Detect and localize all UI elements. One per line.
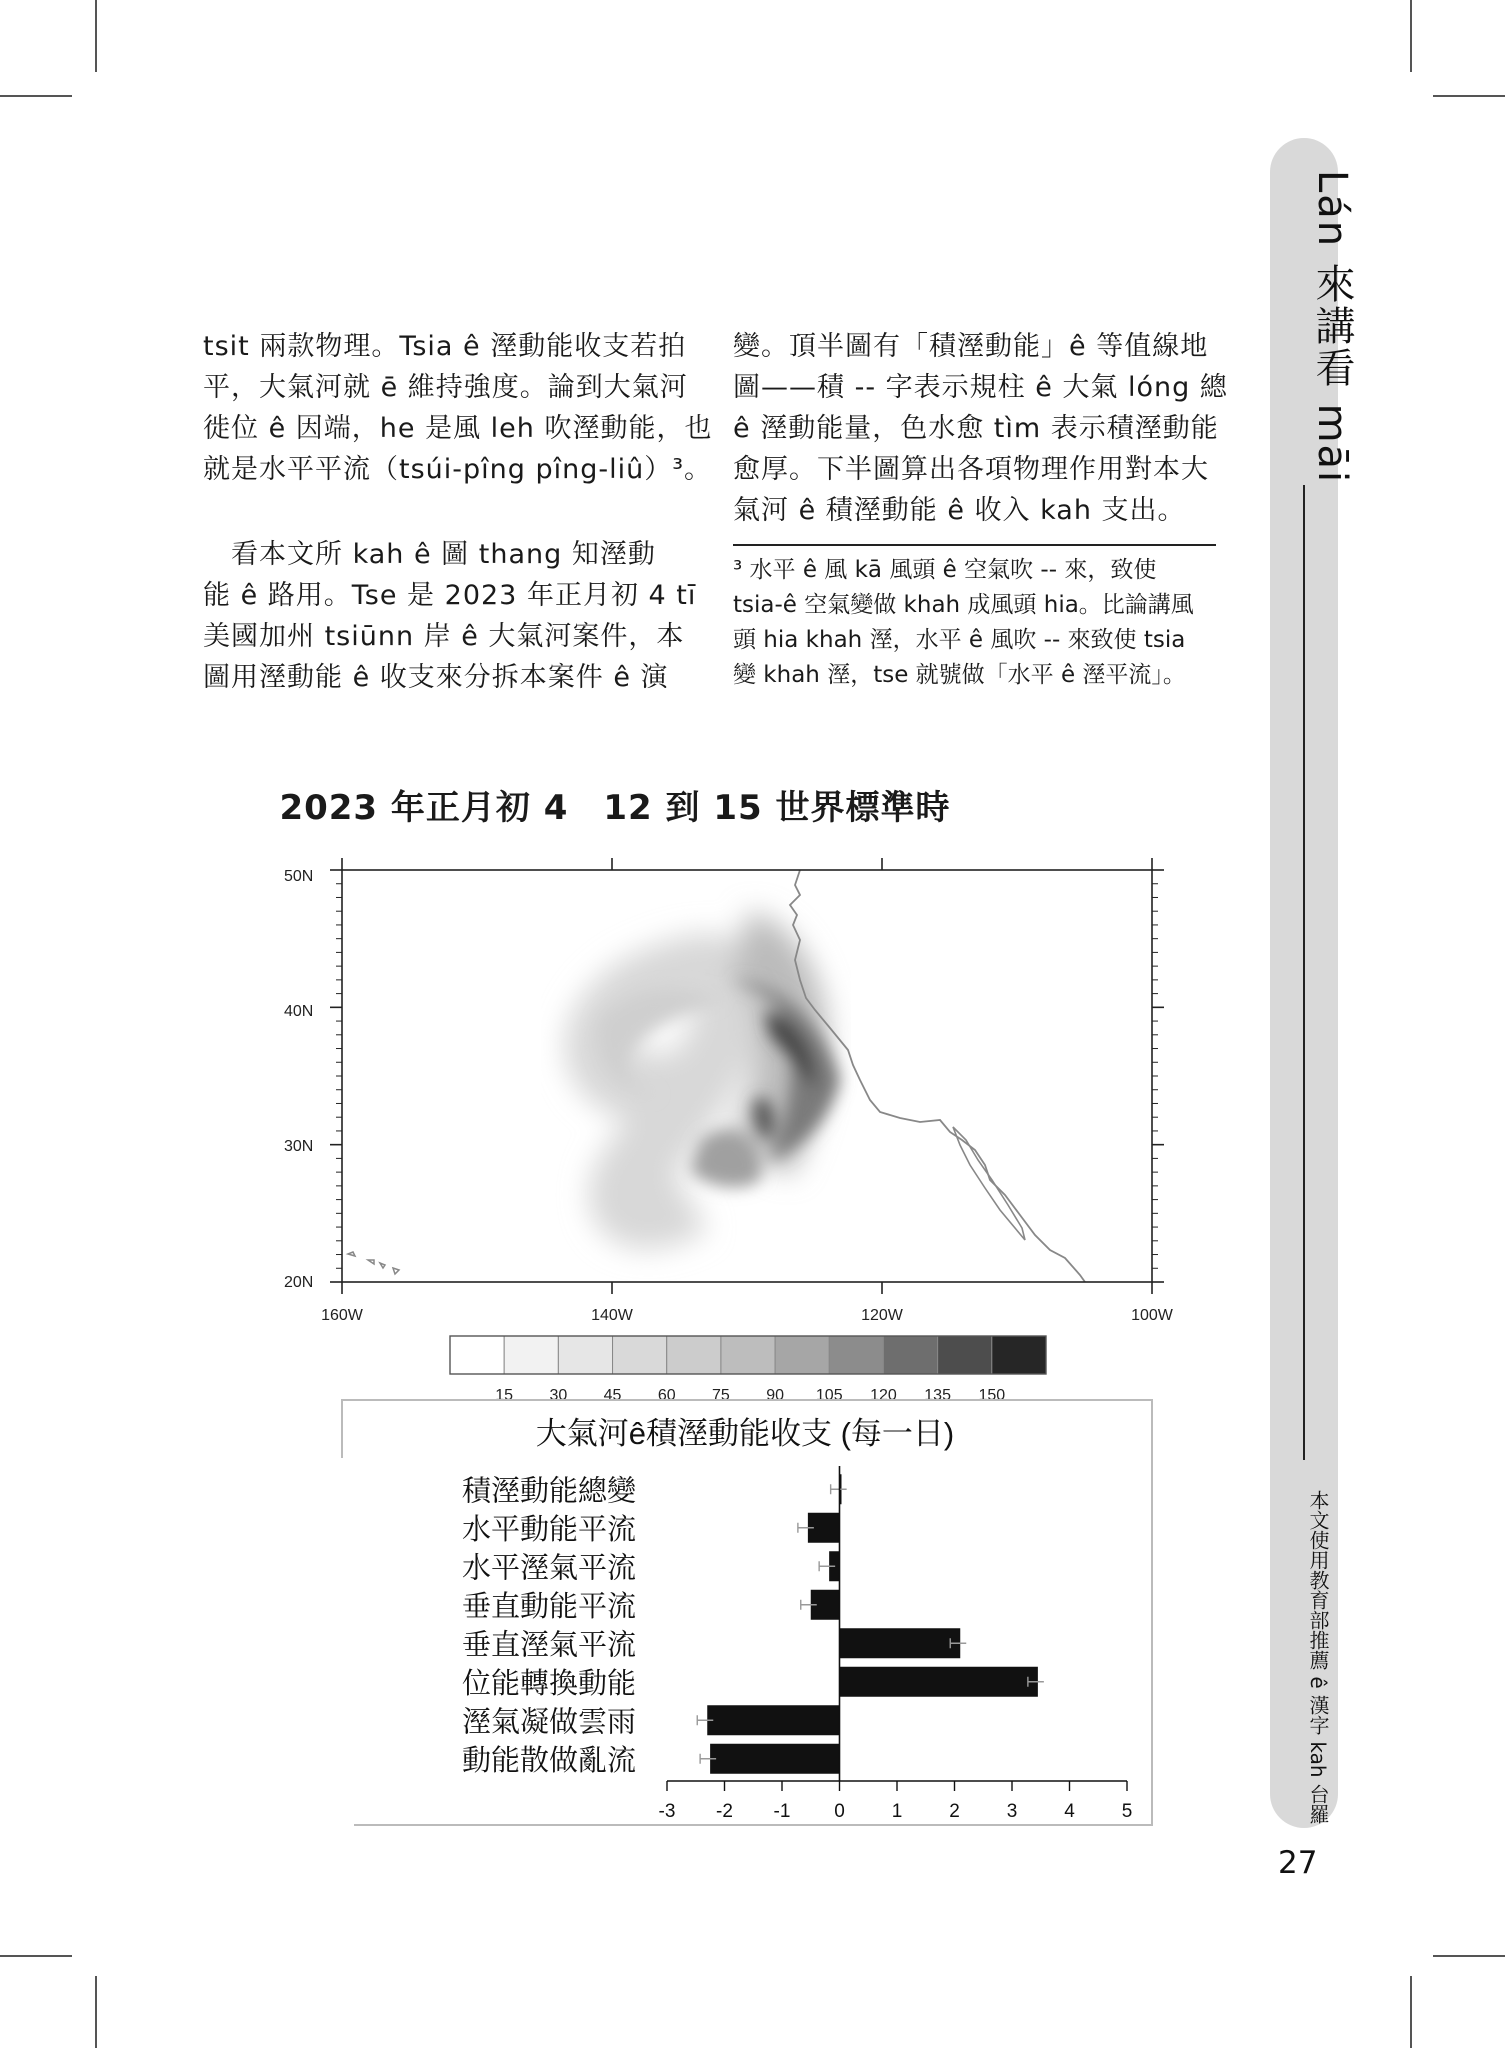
baja-peninsula (953, 1127, 1025, 1240)
crop-mark (1433, 1955, 1505, 1957)
text-line: 就是水平平流（tsúi-pîng pîng-liû）³。 (203, 454, 713, 485)
figure-title: 2023 年正月初 4 12 到 15 世界標準時 (279, 788, 951, 828)
lat-tick-label: 50N (284, 868, 314, 885)
colorbar-swatch (613, 1336, 667, 1374)
colorbar-swatch (829, 1336, 883, 1374)
lat-tick-label: 30N (284, 1138, 314, 1155)
text-line: 變。頂半圖有「積溼動能」ê 等值線地 (733, 331, 1209, 362)
x-tick-label: 4 (1064, 1801, 1075, 1822)
colorbar-label: 105 (815, 1387, 843, 1404)
footnote (733, 553, 1194, 693)
colorbar-swatch (504, 1336, 558, 1374)
x-tick-label: -2 (716, 1801, 733, 1822)
crop-mark (0, 1955, 72, 1957)
hawaii-islands (348, 1252, 399, 1274)
category-label: 垂直動能平流 (461, 1590, 636, 1623)
lon-tick-label: 100W (1131, 1307, 1173, 1324)
x-tick-label: 3 (1006, 1801, 1018, 1822)
x-tick-label: 0 (834, 1801, 845, 1822)
lon-tick-label: 160W (321, 1307, 363, 1324)
colorbar-swatch (938, 1336, 992, 1374)
page-number: 27 (1278, 1845, 1318, 1881)
budget-bar (808, 1513, 840, 1543)
x-tick-label: -3 (658, 1801, 676, 1822)
crop-mark (1433, 95, 1505, 97)
text-line: 平，大氣河就 ē 維持強度。論到大氣河 (203, 372, 688, 403)
category-label: 位能轉換動能 (461, 1667, 636, 1700)
colorbar-swatch (450, 1336, 504, 1374)
side-divider (1303, 485, 1305, 1460)
colorbar-swatch (667, 1336, 721, 1374)
category-label: 水平溼氣平流 (461, 1552, 636, 1585)
colorbar-swatch (775, 1336, 829, 1374)
crop-mark (1410, 0, 1412, 72)
budget-bar (840, 1628, 961, 1658)
colorbar-swatch (558, 1336, 612, 1374)
text-line: 圖——積 -- 字表示規柱 ê 大氣 lóng 總 (733, 372, 1228, 403)
crop-mark (0, 95, 72, 97)
lat-tick-label: 40N (284, 1003, 314, 1020)
text-line: 圖用溼動能 ê 收支來分拆本案件 ê 演 (203, 662, 669, 693)
text-line: 愈厚。下半圖算出各項物理作用對本大 (733, 454, 1209, 485)
colorbar-label: 45 (603, 1387, 622, 1404)
x-tick-label: 2 (949, 1801, 960, 1822)
budget-bar (811, 1590, 840, 1620)
colorbar-label: 150 (978, 1387, 1006, 1404)
footnote-divider (733, 544, 1216, 546)
budget-bar-chart (330, 1400, 1152, 1838)
colorbar-swatch (992, 1336, 1046, 1374)
lat-tick-label: 20N (284, 1274, 314, 1291)
text-line: 氣河 ê 積溼動能 ê 收入 kah 支出。 (733, 495, 1186, 526)
budget-bar (710, 1744, 839, 1774)
colorbar-label: 120 (870, 1387, 897, 1404)
colorbar-swatch (883, 1336, 937, 1374)
orthography-note: 本文使用教育部推薦 ê 漢字 kah 台羅 (1306, 1490, 1330, 1824)
budget-bar (840, 1667, 1038, 1697)
text-line: 美國加州 tsiūnn 岸 ê 大氣河案件，本 (203, 621, 685, 652)
colorbar-label: 60 (657, 1387, 676, 1404)
category-label: 積溼動能總變 (461, 1475, 636, 1508)
x-tick-label: -1 (773, 1801, 791, 1822)
text-line: 能 ê 路用。Tse 是 2023 年正月初 4 tī (203, 580, 697, 611)
colorbar-label: 15 (495, 1387, 514, 1404)
colorbar-label: 135 (924, 1387, 951, 1404)
colorbar-frame (450, 1336, 1046, 1374)
crop-mark (95, 1976, 97, 2048)
footnote-line: 頭 hia khah 溼，水平 ê 風吹 -- 來致使 tsia (733, 627, 1186, 653)
moisture-contour-field (600, 945, 793, 1214)
text-line: 徙位 ê 因端，he 是風 leh 吹溼動能，也 (203, 413, 713, 444)
footnote-line: ³ 水平 ê 風 kā 風頭 ê 空氣吹 -- 來，致使 (733, 557, 1157, 583)
colorbar-swatch (721, 1336, 775, 1374)
footnote-line: tsia-ê 空氣變做 khah 成風頭 hia。比論講風 (733, 592, 1194, 618)
body-column-left (203, 326, 712, 698)
bar-chart-title: 大氣河ê積溼動能收支 (每一日) (535, 1416, 955, 1451)
budget-bar (840, 1474, 842, 1504)
category-label: 垂直溼氣平流 (461, 1629, 636, 1662)
chapter-title: Lán 來講看 māi (1309, 170, 1355, 485)
colorbar (450, 1336, 1046, 1374)
text-line: ê 溼動能量，色水愈 tìm 表示積溼動能 (733, 413, 1219, 444)
lon-tick-label: 140W (591, 1307, 633, 1324)
text-line: tsit 兩款物理。Tsia ê 溼動能收支若拍 (203, 331, 687, 362)
colorbar-label: 30 (549, 1387, 568, 1404)
x-tick-label: 1 (891, 1801, 903, 1822)
text-line: 看本文所 kah ê 圖 thang 知溼動 (203, 539, 656, 570)
footnote-line: 變 khah 溼，tse 就號做「水平 ê 溼平流」。 (733, 662, 1186, 688)
lon-tick-label: 120W (861, 1307, 903, 1324)
category-label: 溼氣凝做雲雨 (461, 1706, 636, 1739)
colorbar-label: 90 (766, 1387, 784, 1404)
colorbar-label: 75 (712, 1387, 730, 1404)
map-frame (342, 870, 1152, 1282)
crop-mark (95, 0, 97, 72)
coastline (790, 870, 1085, 1282)
body-column-right (733, 326, 1228, 531)
crop-mark (1410, 1976, 1412, 2048)
category-label: 動能散做亂流 (461, 1744, 636, 1777)
text-line (203, 490, 712, 534)
budget-bar (707, 1705, 839, 1735)
bar-chart-frame (342, 1400, 1152, 1825)
map-plot-area (284, 858, 1174, 1324)
budget-bar (829, 1551, 839, 1581)
x-tick-label: 5 (1121, 1801, 1133, 1822)
category-label: 水平動能平流 (461, 1513, 636, 1546)
